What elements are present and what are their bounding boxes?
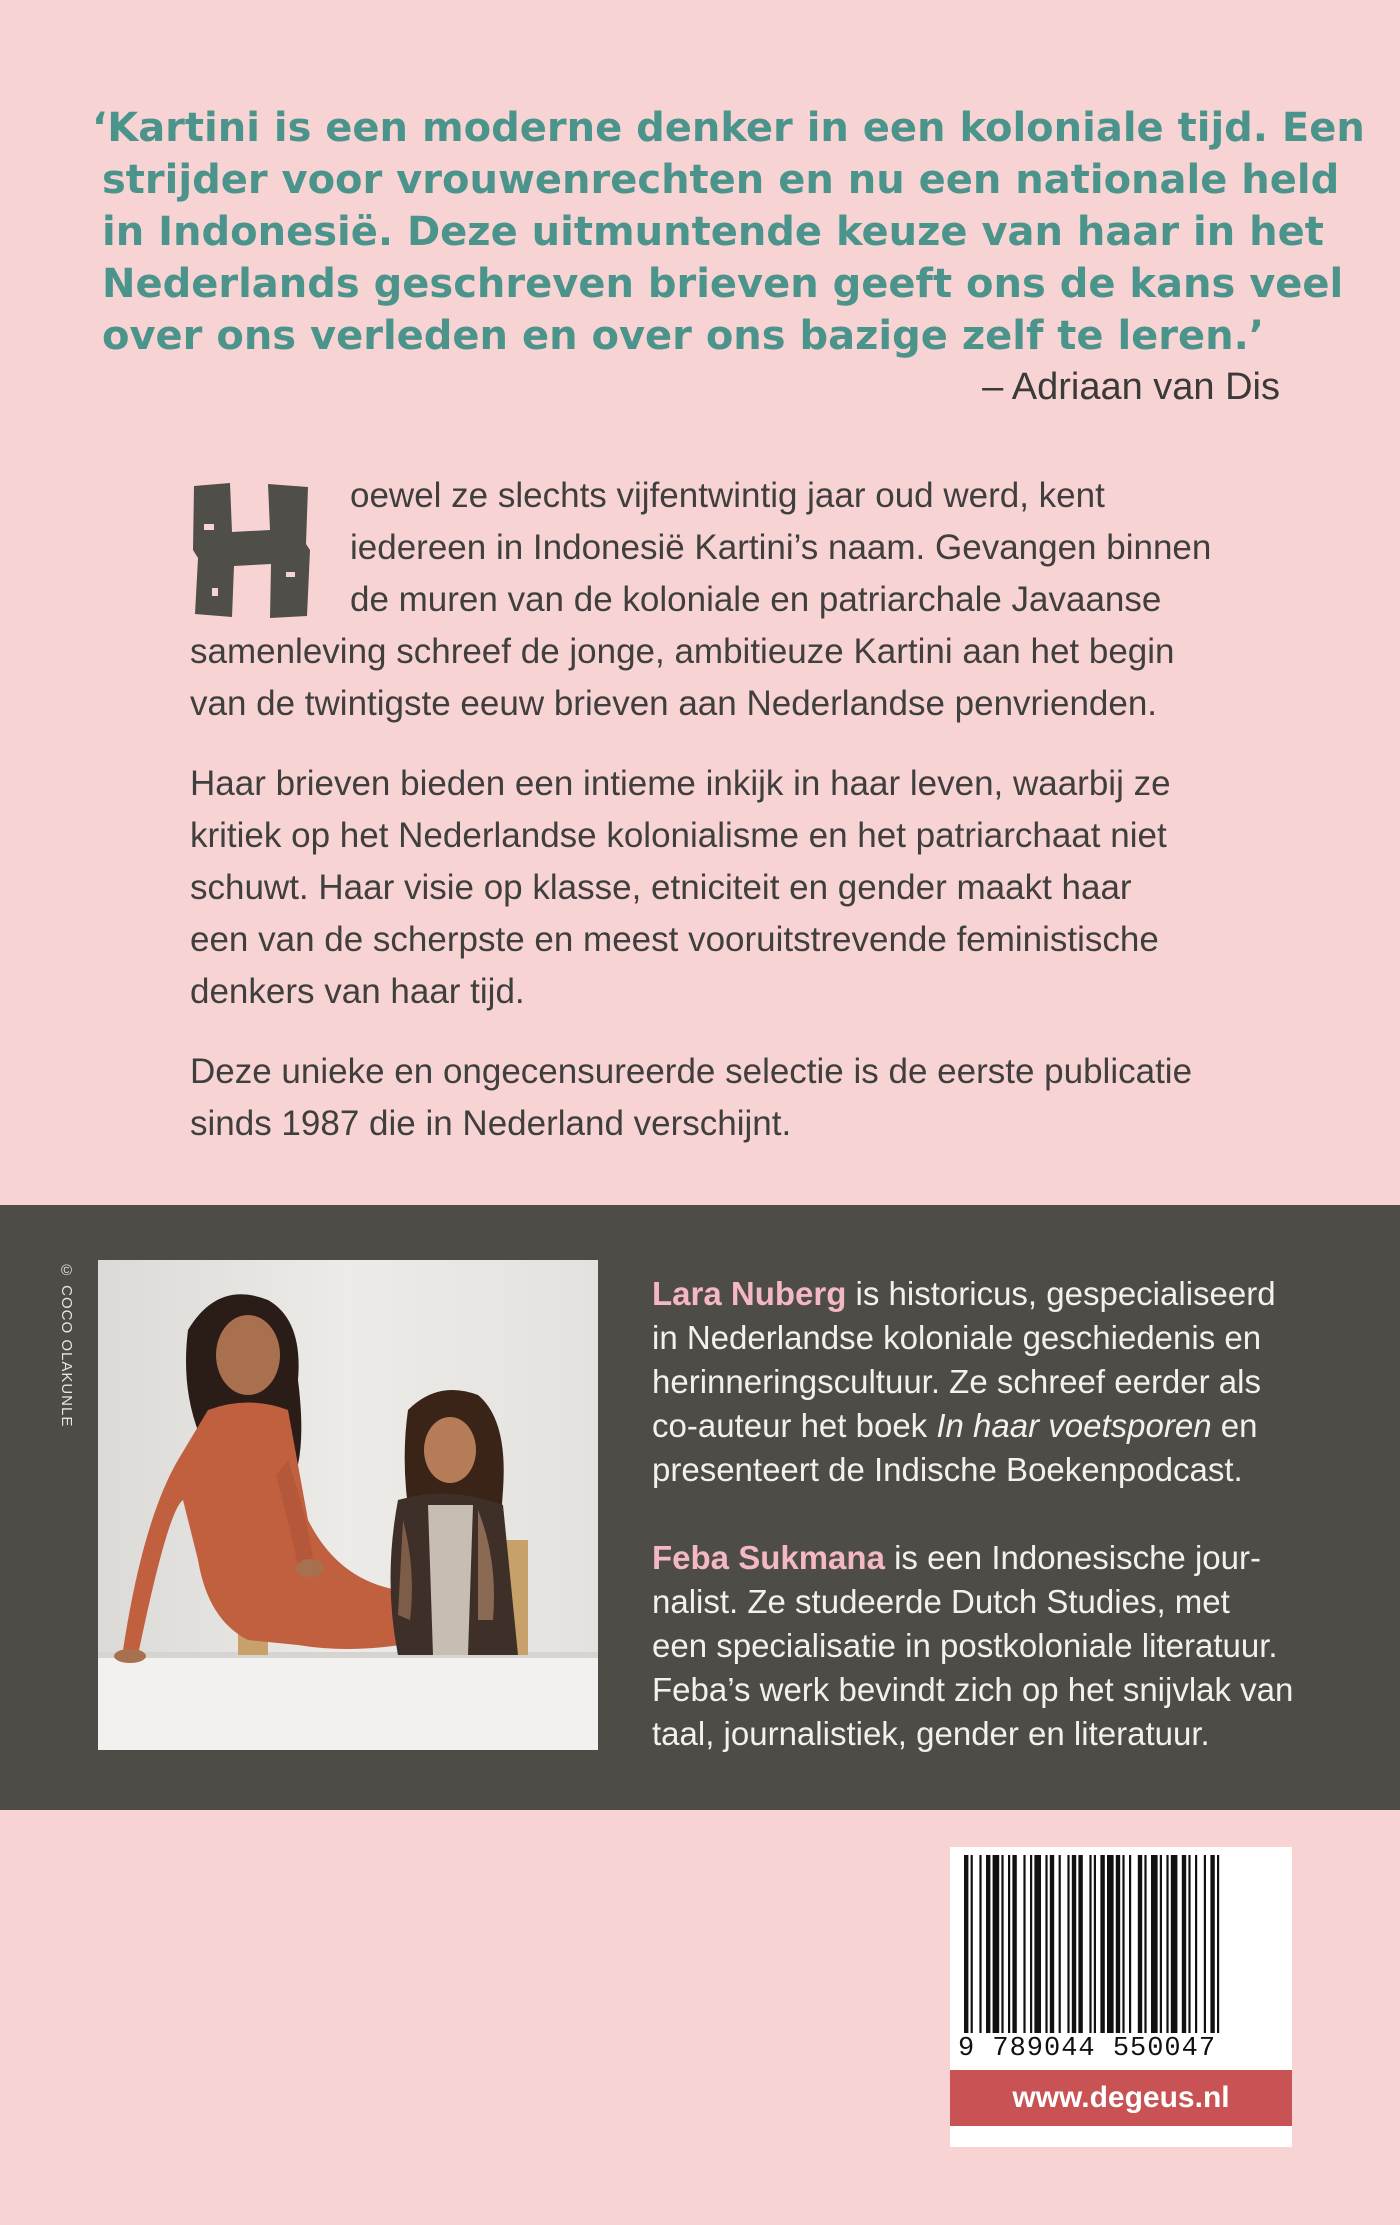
- isbn-digits: 9 789044 550047: [958, 2034, 1288, 2064]
- blurb-line: een van de scherpste en meest vooruitstrevende feministische: [190, 920, 1159, 959]
- barcode-bar: [1129, 1855, 1131, 2033]
- bio-line: [652, 1404, 1352, 1448]
- bio-line: taal, journalistiek, gender en literatuur.: [652, 1715, 1210, 1752]
- barcode-bar: [1122, 1855, 1124, 2033]
- quote-line: in Indonesië. Deze uitmuntende keuze van haar in het: [102, 209, 1324, 255]
- review-quote: [92, 102, 1365, 362]
- barcode-bar: [1210, 1855, 1214, 2033]
- barcode-bar: [993, 1855, 1000, 2033]
- publisher-website[interactable]: www.degeus.nl: [950, 2070, 1292, 2126]
- barcode-bar: [964, 1855, 968, 2033]
- barcode-bar: [1072, 1855, 1076, 2033]
- blurb-paragraph-1: [190, 470, 1300, 730]
- photo-credit: © COCO OLAKUNLE: [58, 1262, 75, 1428]
- blurb-line: oewel ze slechts vijfentwintig jaar oud werd, kent: [350, 476, 1105, 515]
- barcode-bar: [1182, 1855, 1186, 2033]
- blurb-line: de muren van de koloniale en patriarchale Javaanse: [350, 580, 1162, 619]
- dropcap-h: [190, 480, 312, 620]
- bio-line: presenteert de Indische Boekenpodcast.: [652, 1451, 1243, 1488]
- barcode-bar: [1144, 1855, 1146, 2033]
- blurb-paragraph-3: [190, 1046, 1300, 1150]
- bio-text: is een Indonesische jour-: [884, 1539, 1261, 1576]
- author-photo: [98, 1260, 598, 1750]
- barcode-bar: [1012, 1855, 1016, 2033]
- quote-line: ‘Kartini is een moderne denker in een koloniale tijd. Een: [92, 105, 1365, 151]
- barcode-bar: [1166, 1855, 1168, 2033]
- barcode-bar: [1045, 1855, 1047, 2033]
- bio-text: is historicus, gespecialiseerd: [846, 1275, 1276, 1312]
- barcode-bar: [1107, 1855, 1114, 2033]
- quote-line: strijder voor vrouwenrechten en nu een nationale held: [102, 157, 1340, 203]
- barcode-bar: [1094, 1855, 1096, 2033]
- blurb-line: Haar brieven bieden een intieme inkijk in haar leven, waarbij ze: [190, 764, 1171, 803]
- barcode-bar: [1195, 1855, 1197, 2033]
- author-bios: [652, 1272, 1352, 1756]
- blurb-line: Deze unieke en ongecensureerde selectie is de eerste publicatie: [190, 1052, 1193, 1091]
- barcode-bar: [979, 1855, 981, 2033]
- bio-line: een specialisatie in postkoloniale literatuur.: [652, 1627, 1278, 1664]
- barcode-bar: [1116, 1855, 1120, 2033]
- barcode-bar: [1050, 1855, 1054, 2033]
- bio-text: en: [1211, 1407, 1258, 1444]
- bio-line: nalist. Ze studeerde Dutch Studies, met: [652, 1583, 1230, 1620]
- blurb-line: sinds 1987 die in Nederland verschijnt.: [190, 1104, 792, 1143]
- barcode-bar: [1188, 1855, 1190, 2033]
- bio-line: [652, 1536, 1352, 1580]
- blurb-paragraph-2: [190, 758, 1300, 1018]
- barcode-bar: [1023, 1855, 1025, 2033]
- barcode-bar: [986, 1855, 990, 2033]
- barcode-bar: [1138, 1855, 1142, 2033]
- quote-attribution: – Adriaan van Dis: [982, 366, 1280, 408]
- barcode-bar: [971, 1855, 973, 2033]
- blurb-line: schuwt. Haar visie op klasse, etniciteit en gender maakt haar: [190, 868, 1132, 907]
- author-name-feba: Feba Sukmana: [652, 1539, 885, 1576]
- barcode-bar: [1059, 1855, 1061, 2033]
- barcode-bar: [1008, 1855, 1010, 2033]
- barcode-bar: [1089, 1855, 1091, 2033]
- barcode-bar: [1030, 1855, 1032, 2033]
- blurb-line: kritiek op het Nederlandse kolonialisme en het patriarchaat niet: [190, 816, 1167, 855]
- barcode-bar: [1151, 1855, 1158, 2033]
- book-title: In haar voetsporen: [936, 1407, 1212, 1444]
- barcode-bar: [1078, 1855, 1082, 2033]
- blurb-line: denkers van haar tijd.: [190, 972, 525, 1011]
- author-photo-illustration: [98, 1260, 598, 1750]
- bio-line: Feba’s werk bevindt zich op het snijvlak van: [652, 1671, 1294, 1708]
- barcode-bar: [1217, 1855, 1219, 2033]
- barcode-bar: [1204, 1855, 1206, 2033]
- quote-line: Nederlands geschreven brieven geeft ons de kans veel: [102, 261, 1344, 307]
- bio-line: [652, 1272, 1352, 1316]
- bio-line: in Nederlandse koloniale geschiedenis en: [652, 1319, 1262, 1356]
- barcode-bar: [1001, 1855, 1003, 2033]
- barcode-bar: [1067, 1855, 1069, 2033]
- blurb-line: van de twintigste eeuw brieven aan Nederlandse penvrienden.: [190, 684, 1158, 723]
- barcode-bar: [1034, 1855, 1041, 2033]
- barcode-bars: [950, 1847, 1292, 2037]
- quote-line: over ons verleden en over ons bazige zelf te leren.’: [102, 313, 1265, 359]
- author-name-lara: Lara Nuberg: [652, 1275, 847, 1312]
- blurb-line: samenleving schreef de jonge, ambitieuze Kartini aan het begin: [190, 632, 1175, 671]
- barcode-bar: [1171, 1855, 1178, 2033]
- barcode-bar: [1160, 1855, 1162, 2033]
- blurb-line: iedereen in Indonesië Kartini’s naam. Gevangen binnen: [350, 528, 1212, 567]
- barcode-bar: [1100, 1855, 1104, 2033]
- bio-text: co-auteur het boek: [652, 1407, 937, 1444]
- blurb: [190, 470, 1300, 1178]
- bio-line: herinneringscultuur. Ze schreef eerder als: [652, 1363, 1261, 1400]
